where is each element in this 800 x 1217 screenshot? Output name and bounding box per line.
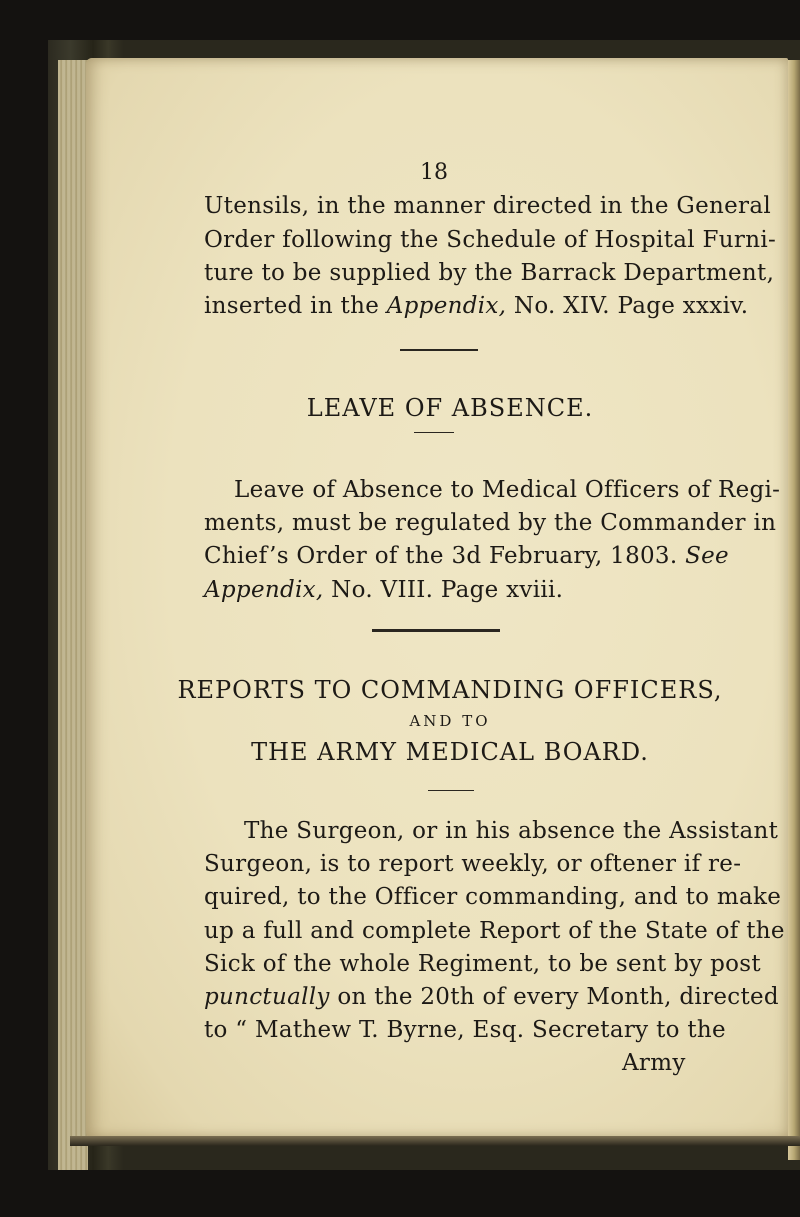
section3-line-1: The Surgeon, or in his absence the Assistant xyxy=(244,818,779,844)
section3-line-3: quired, to the Officer commanding, and to make xyxy=(204,884,782,910)
heading-army-medical-board: THE ARMY MEDICAL BOARD. xyxy=(251,738,649,766)
separator-rule-3 xyxy=(372,629,500,632)
separator-rule-1 xyxy=(400,349,478,351)
left-page-stack xyxy=(58,60,88,1170)
section3-line-5: Sick of the whole Regiment, to be sent by post xyxy=(204,951,761,977)
section2-line-2: ments, must be regulated by the Commander in xyxy=(204,510,777,536)
section3-line-2: Surgeon, is to report weekly, or oftener if re- xyxy=(204,851,742,877)
section2-line-1: Leave of Absence to Medical Officers of Regi- xyxy=(234,477,781,503)
separator-rule-2 xyxy=(414,432,454,433)
section1-line-2: Order following the Schedule of Hospital Furni- xyxy=(204,227,777,253)
section1-line-3: ture to be supplied by the Barrack Department, xyxy=(204,260,775,286)
section1-line-1: Utensils, in the manner directed in the General xyxy=(204,193,771,219)
page-number: 18 xyxy=(420,160,448,185)
section3-line-4: up a full and complete Report of the State of the xyxy=(204,918,785,944)
section1-line-4: inserted in the Appendix, No. XIV. Page xxxiv. xyxy=(204,293,749,319)
right-page-edge xyxy=(788,60,800,1160)
heading-leave-of-absence: LEAVE OF ABSENCE. xyxy=(306,394,594,422)
section2-line-3: Chief’s Order of the 3d February, 1803. See xyxy=(204,543,729,569)
heading-and-to: AND TO xyxy=(409,712,491,730)
separator-rule-4 xyxy=(428,790,474,791)
catchword: Army xyxy=(622,1050,686,1076)
section2-line-4: Appendix, No. VIII. Page xviii. xyxy=(204,577,564,603)
section3-line-7: to “ Mathew T. Byrne, Esq. Secretary to the xyxy=(204,1017,726,1043)
section3-line-6: punctually on the 20th of every Month, directed xyxy=(204,984,779,1010)
bottom-page-edge xyxy=(70,1136,800,1146)
heading-reports: REPORTS TO COMMANDING OFFICERS, xyxy=(177,676,723,704)
